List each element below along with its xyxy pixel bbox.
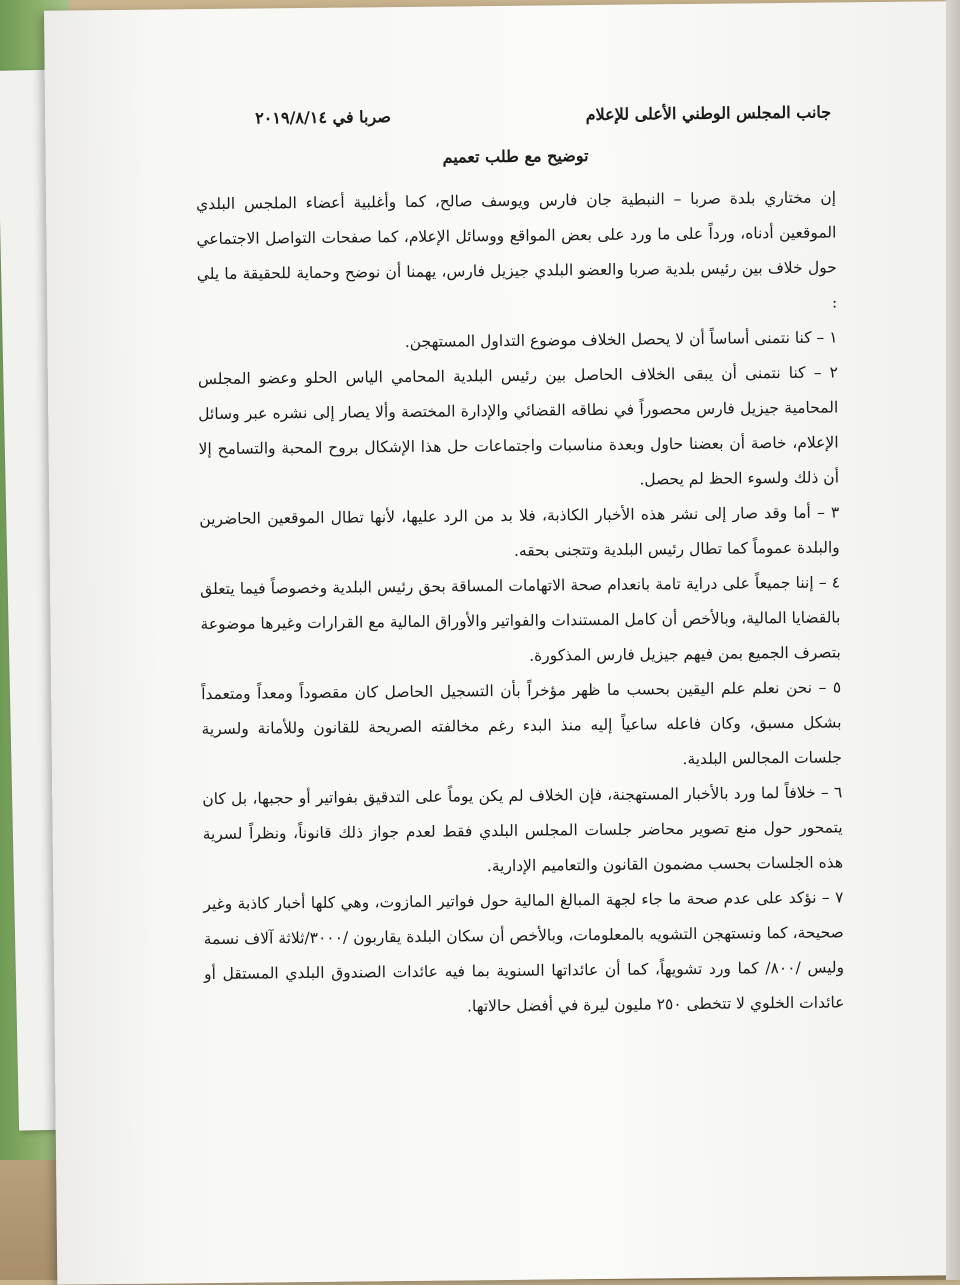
- paragraph-6: ٦ – خلافاً لما ورد بالأخبار المستهجنة، فإن الخلاف لم يكن يوماً على التدقيق بفواتير أو حجبها، بل كان يتمحور حول منع تصوير محاضر جلسات المجلس البلدي فقط لعدم جواز ذلك قانوناً، ونظراً لسرية هذه الجلسات بحسب مضمون القانون والتعاميم الإدارية.: [202, 783, 844, 876]
- addressee: جانب المجلس الوطني الأعلى للإعلام: [585, 102, 832, 125]
- paragraph-1: ١ – كنا نتمنى أساساً أن لا يحصل الخلاف موضوع التداول المستهجن.: [404, 328, 838, 351]
- paragraph-7: ٧ – نؤكد على عدم صحة ما جاء لجهة المبالغ المالية حول فواتير المازوت، وهي كلها أخبار كاذبة وغير صحيحة، كما ونستهجن التشويه بالمعلومات، وبالأخص أن سكان البلدة يقاربون /٣٠٠٠/ثلاثة آلاف نسمة وليس /٨٠٠/ كما ورد تشويهاً، كما أن عائداتها السنوية بما فيه عائدات الصندوق البلدي المستقل أو عائدات الخلوي لا تتخطى ٢٥٠ مليون ليرة في أفضل حالاتها.: [203, 888, 845, 1016]
- paragraph-intro: إن مختاري بلدة صربا – النبطية جان فارس ويوسف صالح، كما وأغلبية أعضاء الملجس البلدي الموقعين أدناه، ورداً على ما ورد على بعض المواقع ووسائل الإعلام، كما صفحات التواصل الاجتماعي حول خلاف بين رئيس بلدية صربا والعضو البلدي جيزيل فارس، يهمنا أن نوضح وحماية للحقيقة ما يلي :: [195, 188, 838, 312]
- paragraph-4: ٤ – إننا جميعاً على دراية تامة بانعدام صحة الاتهامات المساقة بحق رئيس البلدية وخصوصاً فيما يتعلق بالقضايا المالية، وبالأخص أن كامل المستندات والفواتير والأوراق المالية مع القرارات وغيرها موضوعة بتصرف الجميع بمن فيهم جيزيل فارس المذكورة.: [199, 573, 841, 665]
- paragraph-5: ٥ – نحن نعلم علم اليقين بحسب ما ظهر مؤخراً بأن التسجيل الحاصل كان مقصوداً ومعداً ومتعمداً بشكل مسبق، وكان فاعله ساعياً إليه منذ البدء رغم مخالفته الصريحة للقانون وللأمانة ولسرية جلسات المجالس البلدية.: [201, 678, 842, 769]
- letter-body: [195, 102, 845, 1027]
- sheet-stack-edge: [946, 0, 960, 1280]
- letter-subject: توضيح مع طلب تعميم: [442, 146, 589, 167]
- paragraph-2: ٢ – كنا نتمنى أن يبقى الخلاف الحاصل بين رئيس البلدية المحامي الياس الحلو وعضو المجلس المحامية جيزيل فارس محصوراً في نطاقه القضائي والإدارة المختصة وألا يصار إلى نشره عبر وسائل الإعلام، خاصة أن بعضنا حاول وبعدة مناسبات واجتماعات حل هذا الإشكال بروح المحبة والتسامح إلا أن ذلك ولسوء الحظ لم يحصل.: [197, 363, 840, 489]
- paper-sheet: [44, 1, 960, 1284]
- paragraph-3: ٣ – أما وقد صار إلى نشر هذه الأخبار الكاذبة، فلا بد من الرد عليها، لأنها تطال الموقعين الحاضرين والبلدة عموماً كما تطال رئيس البلدية وتتجنى بحقه.: [199, 503, 840, 560]
- place-date: صربا في ٢٠١٩/٨/١٤: [255, 107, 391, 128]
- letter-header: [195, 102, 835, 128]
